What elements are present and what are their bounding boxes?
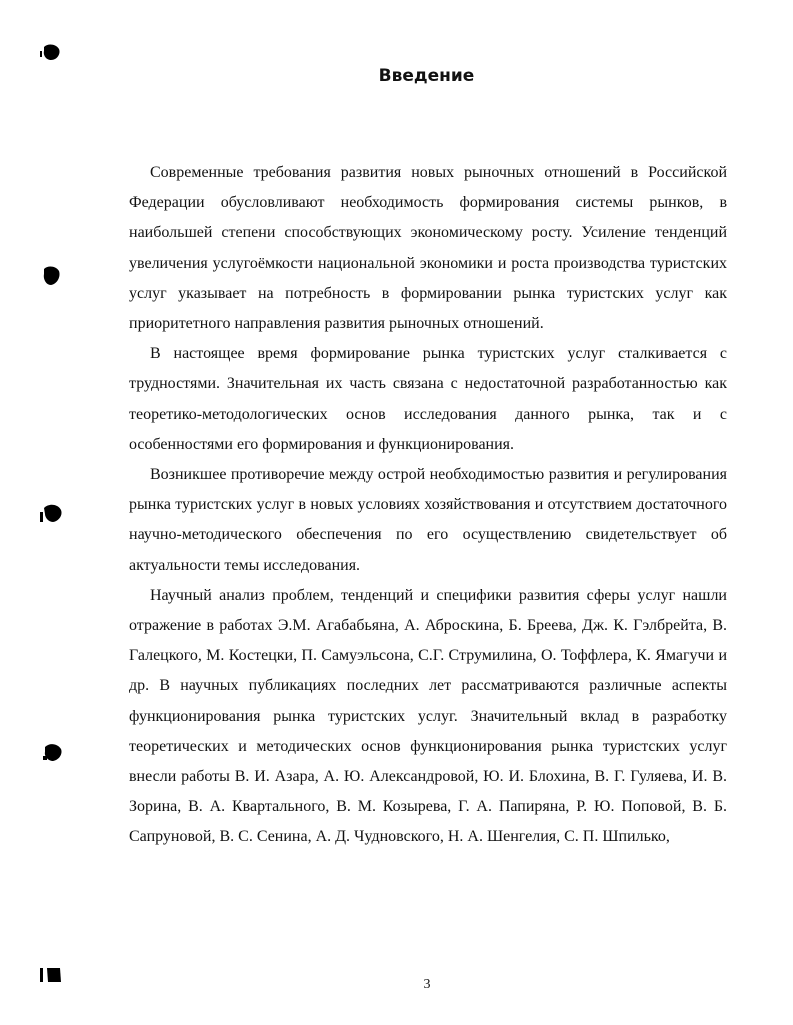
page-number: 3 [423,977,431,992]
punch-hole-mark-3 [38,502,64,526]
punch-hole-mark-4 [40,742,64,764]
paragraph: Возникшее противоречие между острой необходимостью развития и регулирования рынка туристских услуг в новых условиях хозяйствования и отсутствием достаточного научно-методического обеспечения по его осуществлению свидетельствует об актуальности темы исследования. [129,466,727,574]
page-title: Введение [378,66,475,86]
body-text [129,158,727,853]
paragraph: Современные требования развития новых рыночных отношений в Российской Федерации обусловливают необходимость формирования системы рынков, в наибольшей степени способствующих экономическому росту. Усиление тенденций увеличения услугоёмкости национальной экономики и роста производства туристских услуг указывает на потребность в формировании рынка туристских услуг как приоритетного направления развития рыночных отношений. [129,164,727,333]
punch-hole-mark-2 [40,264,62,288]
paragraph: Научный анализ проблем, тенденций и специфики развития сферы услуг нашли отражение в работах Э.М. Агабабьяна, А. Аброскина, Б. Бреева, Дж. К. Гэлбрейта, В. Галецкого, М. Костецки, П. Самуэльсона, С.Г. Струмилина, О. Тоффлера, К. Ямагучи и др. В научных публикациях последних лет рассматриваются различные аспекты функционирования рынка туристских услуг. Значительный вклад в разработку теоретических и методических основ функционирования рынка туристских услуг внесли работы В. И. Азара, А. Ю. Александровой, Ю. И. Блохина, В. Г. Гуляева, И. В. Зорина, В. А. Квартального, В. М. Козырева, Г. А. Папиряна, Р. Ю. Поповой, В. Б. Сапруновой, В. С. Сенина, А. Д. Чудновского, Н. А. Шенгелия, С. П. Шпилько, [129,586,727,846]
paragraph: В настоящее время формирование рынка туристских услуг сталкивается с трудностями. Значительная их часть связана с недостаточной разработанностью как теоретико-методологических основ исследования данного рынка, так и с особенностями его формирования и функционирования. [129,345,727,453]
punch-hole-mark-5 [38,964,64,988]
punch-hole-mark-1 [40,43,62,63]
